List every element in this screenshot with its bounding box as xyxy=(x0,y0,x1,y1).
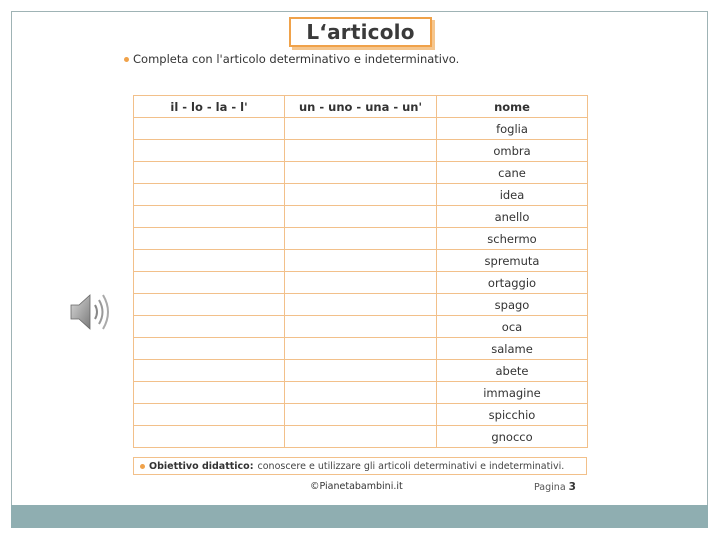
definite-article-cell[interactable] xyxy=(134,382,285,404)
indefinite-article-cell[interactable] xyxy=(285,316,437,338)
speaker-icon[interactable] xyxy=(68,290,118,334)
table-row xyxy=(134,272,588,294)
bullet-icon xyxy=(140,464,145,469)
definite-article-cell[interactable] xyxy=(134,426,285,448)
noun-cell: immagine xyxy=(437,382,588,404)
page-number xyxy=(534,481,576,493)
indefinite-article-cell[interactable] xyxy=(285,382,437,404)
article-table xyxy=(133,95,588,448)
definite-article-cell[interactable] xyxy=(134,118,285,140)
table-row xyxy=(134,140,588,162)
header-indefinite-articles: un - uno - una - un' xyxy=(285,96,437,118)
definite-article-cell[interactable] xyxy=(134,316,285,338)
header-noun: nome xyxy=(437,96,588,118)
worksheet-title xyxy=(289,17,432,47)
noun-cell: spago xyxy=(437,294,588,316)
indefinite-article-cell[interactable] xyxy=(285,140,437,162)
definite-article-cell[interactable] xyxy=(134,162,285,184)
indefinite-article-cell[interactable] xyxy=(285,272,437,294)
noun-cell: spicchio xyxy=(437,404,588,426)
table-header-row xyxy=(134,96,588,118)
noun-cell: oca xyxy=(437,316,588,338)
indefinite-article-cell[interactable] xyxy=(285,338,437,360)
header-definite-articles: il - lo - la - l' xyxy=(134,96,285,118)
copyright: ©Pianetabambini.it xyxy=(310,481,403,492)
indefinite-article-cell[interactable] xyxy=(285,162,437,184)
definite-article-cell[interactable] xyxy=(134,184,285,206)
table-row xyxy=(134,338,588,360)
definite-article-cell[interactable] xyxy=(134,294,285,316)
noun-cell: salame xyxy=(437,338,588,360)
table-row xyxy=(134,426,588,448)
definite-article-cell[interactable] xyxy=(134,140,285,162)
bullet-icon xyxy=(124,57,129,62)
objective-box xyxy=(133,457,587,475)
noun-cell: schermo xyxy=(437,228,588,250)
table-row xyxy=(134,228,588,250)
table-row xyxy=(134,316,588,338)
table-row xyxy=(134,162,588,184)
noun-cell: ortaggio xyxy=(437,272,588,294)
table-row xyxy=(134,250,588,272)
page-number-value: 3 xyxy=(568,481,576,493)
definite-article-cell[interactable] xyxy=(134,404,285,426)
indefinite-article-cell[interactable] xyxy=(285,250,437,272)
page-label: Pagina xyxy=(534,482,566,493)
table-row xyxy=(134,360,588,382)
table-row xyxy=(134,382,588,404)
indefinite-article-cell[interactable] xyxy=(285,184,437,206)
table-row xyxy=(134,294,588,316)
noun-cell: foglia xyxy=(437,118,588,140)
noun-cell: cane xyxy=(437,162,588,184)
noun-cell: gnocco xyxy=(437,426,588,448)
noun-cell: spremuta xyxy=(437,250,588,272)
objective-label: Obiettivo didattico: xyxy=(149,460,254,472)
noun-cell: abete xyxy=(437,360,588,382)
noun-cell: anello xyxy=(437,206,588,228)
indefinite-article-cell[interactable] xyxy=(285,294,437,316)
instruction-text: Completa con l'articolo determinativo e indeterminativo. xyxy=(133,52,460,66)
slide-footer-bar xyxy=(11,505,708,528)
definite-article-cell[interactable] xyxy=(134,206,285,228)
indefinite-article-cell[interactable] xyxy=(285,118,437,140)
noun-cell: ombra xyxy=(437,140,588,162)
indefinite-article-cell[interactable] xyxy=(285,206,437,228)
definite-article-cell[interactable] xyxy=(134,228,285,250)
table-row xyxy=(134,206,588,228)
definite-article-cell[interactable] xyxy=(134,250,285,272)
table-row xyxy=(134,118,588,140)
indefinite-article-cell[interactable] xyxy=(285,228,437,250)
objective-text: conoscere e utilizzare gli articoli determinativi e indeterminativi. xyxy=(257,460,565,472)
instruction xyxy=(124,52,459,66)
worksheet-title-text: L‘articolo xyxy=(306,20,415,44)
table-row xyxy=(134,184,588,206)
definite-article-cell[interactable] xyxy=(134,272,285,294)
indefinite-article-cell[interactable] xyxy=(285,426,437,448)
noun-cell: idea xyxy=(437,184,588,206)
table-row xyxy=(134,404,588,426)
definite-article-cell[interactable] xyxy=(134,360,285,382)
definite-article-cell[interactable] xyxy=(134,338,285,360)
indefinite-article-cell[interactable] xyxy=(285,404,437,426)
indefinite-article-cell[interactable] xyxy=(285,360,437,382)
